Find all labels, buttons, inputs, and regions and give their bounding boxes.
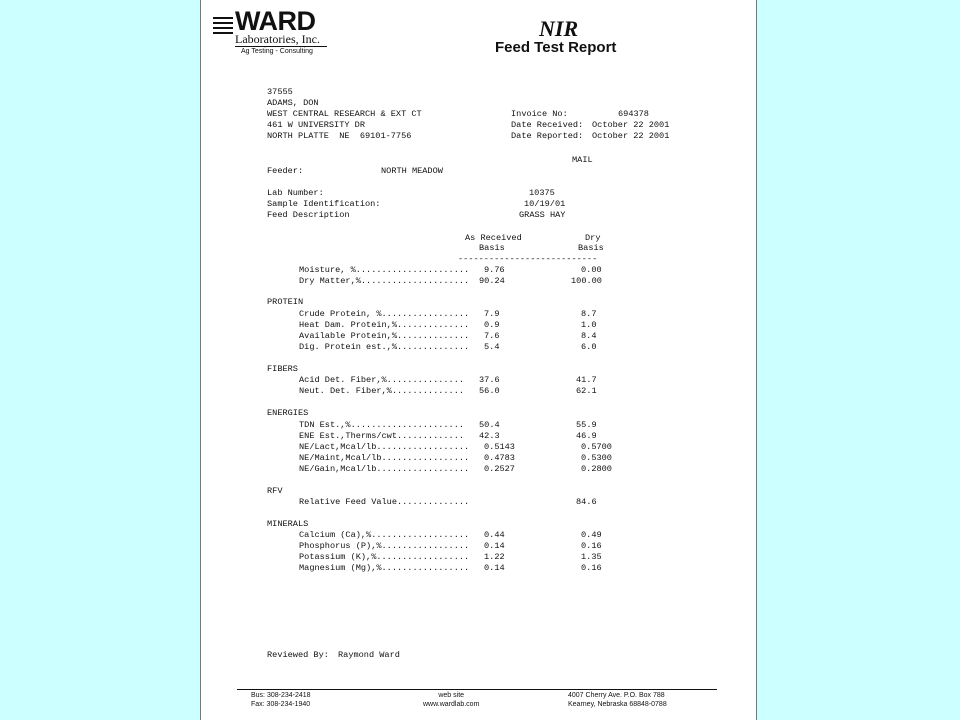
feeder-value: NORTH MEADOW xyxy=(381,166,443,176)
column-as-received-basis: Basis xyxy=(479,243,505,253)
date-received-label: Date Received: xyxy=(511,120,584,130)
feeder-label: Feeder: xyxy=(267,166,304,176)
row-as-received: 42.3 xyxy=(479,431,500,441)
section-title-energies: ENERGIES xyxy=(267,408,309,418)
reviewed-name: Raymond Ward xyxy=(338,650,400,660)
reviewed-label: Reviewed By: xyxy=(267,650,329,660)
footer-address xyxy=(568,691,667,709)
row-dry: 62.1 xyxy=(576,386,597,396)
footer-address-line2: Kearney, Nebraska 68848-0788 xyxy=(568,701,667,708)
date-received-value: October 22 2001 xyxy=(592,120,670,130)
logo-stripes-icon xyxy=(213,17,233,37)
lab-number-label: Lab Number: xyxy=(267,188,324,198)
report-page xyxy=(200,0,757,720)
feed-description-label: Feed Description xyxy=(267,210,350,220)
row-label: Relative Feed Value.............. xyxy=(299,497,470,507)
company-subtitle: Laboratories, Inc. xyxy=(235,32,320,46)
footer-phones xyxy=(251,691,311,709)
row-dry: 1.0 xyxy=(581,320,597,330)
row-label: Calcium (Ca),%................... xyxy=(299,530,470,540)
sample-id-label: Sample Identification: xyxy=(267,199,381,209)
row-label: Dig. Protein est.,%.............. xyxy=(299,342,470,352)
row-as-received: 0.2527 xyxy=(484,464,515,474)
date-reported-label: Date Reported: xyxy=(511,131,584,141)
row-dry: 0.00 xyxy=(581,265,602,275)
row-as-received: 37.6 xyxy=(479,375,500,385)
feed-description-value: GRASS HAY xyxy=(519,210,566,220)
footer-fax: Fax: 308-234-1940 xyxy=(251,701,311,708)
footer-divider xyxy=(237,689,717,690)
client-org: WEST CENTRAL RESEARCH & EXT CT xyxy=(267,109,422,119)
row-label: Heat Dam. Protein,%.............. xyxy=(299,320,470,330)
column-dry-basis: Basis xyxy=(578,243,604,253)
row-as-received: 0.14 xyxy=(484,563,505,573)
row-label: NE/Gain,Mcal/lb.................. xyxy=(299,464,470,474)
section-title-protein: PROTEIN xyxy=(267,297,304,307)
row-dry: 0.5700 xyxy=(581,442,612,452)
row-dry: 8.7 xyxy=(581,309,597,319)
row-as-received: 7.9 xyxy=(484,309,500,319)
company-tagline: Ag Testing - Consulting xyxy=(241,48,313,55)
row-dry: 100.00 xyxy=(571,276,602,286)
date-reported-value: October 22 2001 xyxy=(592,131,670,141)
row-label: Potassium (K),%.................. xyxy=(299,552,470,562)
row-as-received: 0.14 xyxy=(484,541,505,551)
row-dry: 6.0 xyxy=(581,342,597,352)
sample-id-value: 10/19/01 xyxy=(524,199,566,209)
section-title-rfv: RFV xyxy=(267,486,283,496)
company-logo: WARD xyxy=(235,6,316,36)
row-as-received: 0.44 xyxy=(484,530,505,540)
row-dry: 0.49 xyxy=(581,530,602,540)
lab-number-value: 10375 xyxy=(529,188,555,198)
row-dry: 0.2800 xyxy=(581,464,612,474)
client-name: ADAMS, DON xyxy=(267,98,319,108)
row-as-received: 0.5143 xyxy=(484,442,515,452)
footer-web-url[interactable]: www.wardlab.com xyxy=(423,701,480,708)
row-as-received: 56.0 xyxy=(479,386,500,396)
row-dry: 0.5300 xyxy=(581,453,612,463)
row-as-received: 90.24 xyxy=(479,276,505,286)
logo-divider xyxy=(235,46,327,47)
row-label: Available Protein,%.............. xyxy=(299,331,470,341)
footer-address-line1: 4007 Cherry Ave. P.O. Box 788 xyxy=(568,692,665,699)
client-account: 37555 xyxy=(267,87,293,97)
invoice-value: 694378 xyxy=(618,109,649,119)
row-label: ENE Est.,Therms/cwt............. xyxy=(299,431,465,441)
row-as-received: 7.6 xyxy=(484,331,500,341)
row-as-received: 0.9 xyxy=(484,320,500,330)
column-as-received: As Received xyxy=(465,233,522,243)
row-label: Crude Protein, %................. xyxy=(299,309,470,319)
column-dry: Dry xyxy=(585,233,601,243)
column-rule: --------------------------- xyxy=(458,254,598,264)
row-label: Magnesium (Mg),%................. xyxy=(299,563,470,573)
row-dry: 0.16 xyxy=(581,541,602,551)
row-label: Acid Det. Fiber,%............... xyxy=(299,375,465,385)
row-as-received: 5.4 xyxy=(484,342,500,352)
row-dry: 1.35 xyxy=(581,552,602,562)
footer-website xyxy=(423,691,479,709)
section-title-minerals: MINERALS xyxy=(267,519,309,529)
row-label: NE/Lact,Mcal/lb.................. xyxy=(299,442,470,452)
row-dry: 84.6 xyxy=(576,497,597,507)
delivery-method: MAIL xyxy=(572,155,593,165)
row-label: Moisture, %...................... xyxy=(299,265,470,275)
row-label: NE/Maint,Mcal/lb................. xyxy=(299,453,470,463)
report-title-nir: NIR xyxy=(539,16,579,41)
footer-bus-phone: Bus: 308-234-2418 xyxy=(251,692,311,699)
row-dry: 0.16 xyxy=(581,563,602,573)
row-dry: 41.7 xyxy=(576,375,597,385)
row-as-received: 9.76 xyxy=(484,265,505,275)
invoice-label: Invoice No: xyxy=(511,109,568,119)
row-as-received: 50.4 xyxy=(479,420,500,430)
row-dry: 55.9 xyxy=(576,420,597,430)
client-city: NORTH PLATTE NE 69101-7756 xyxy=(267,131,412,141)
row-dry: 46.9 xyxy=(576,431,597,441)
row-label: TDN Est.,%...................... xyxy=(299,420,465,430)
row-dry: 8.4 xyxy=(581,331,597,341)
row-label: Neut. Det. Fiber,%.............. xyxy=(299,386,465,396)
row-label: Phosphorus (P),%................. xyxy=(299,541,470,551)
row-as-received: 1.22 xyxy=(484,552,505,562)
section-title-fibers: FIBERS xyxy=(267,364,298,374)
report-title: Feed Test Report xyxy=(495,39,617,56)
footer-web-label: web site xyxy=(438,692,465,699)
row-as-received: 0.4783 xyxy=(484,453,515,463)
client-street: 461 W UNIVERSITY DR xyxy=(267,120,365,130)
row-label: Dry Matter,%..................... xyxy=(299,276,470,286)
